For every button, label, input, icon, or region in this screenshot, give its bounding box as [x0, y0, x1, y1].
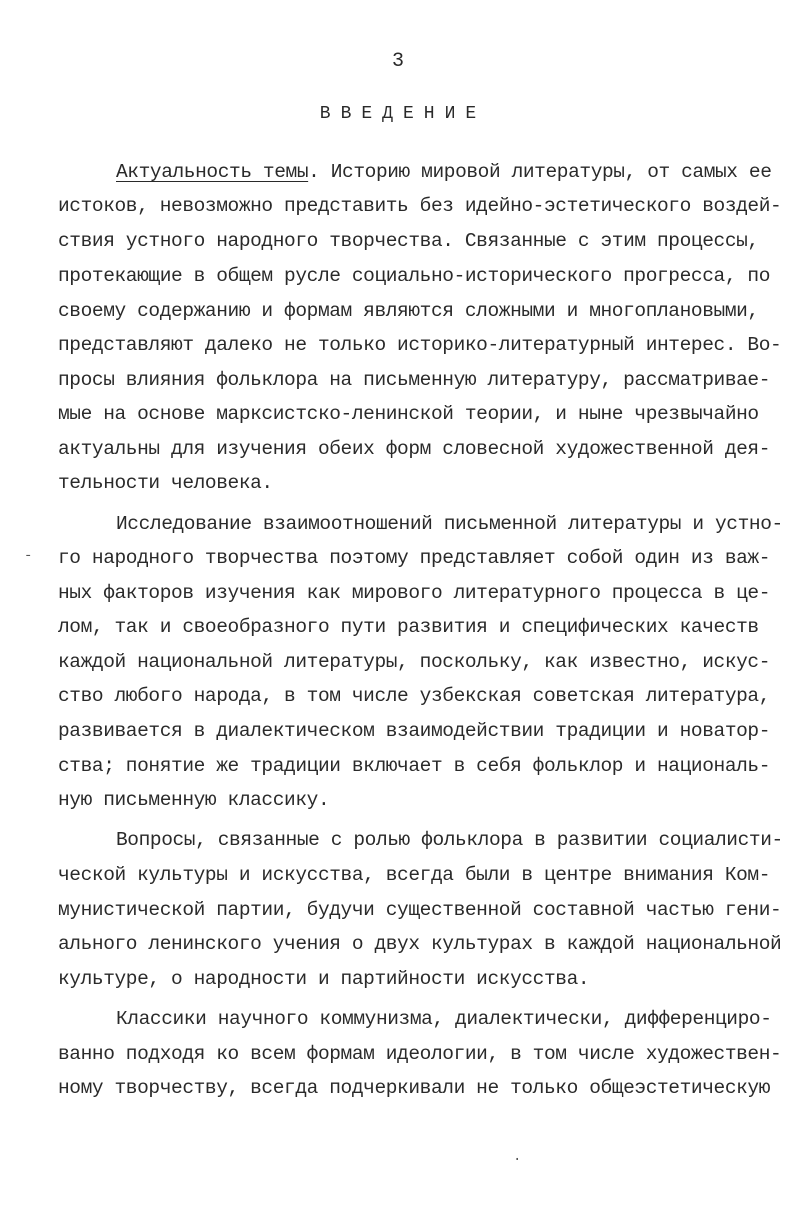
paragraph-2-line-1: Исследование взаимоотношений письменной литературы и устно-	[116, 513, 783, 535]
paragraph-3-line-3: мунистической партии, будучи существенной составной частью гени-	[58, 899, 782, 921]
paragraph-3-line-5: культуре, о народности и партийности искусства.	[58, 968, 590, 990]
paragraph-3-line-1: Вопросы, связанные с ролью фольклора в развитии социалисти-	[116, 829, 783, 851]
paragraph-2-line-5: каждой национальной литературы, поскольку, как известно, искус-	[58, 651, 771, 673]
paragraph-3-line-4: ального ленинского учения о двух культурах в каждой национальной	[58, 933, 782, 955]
paragraph-text: . Историю мировой литературы, от самых ее	[308, 161, 772, 183]
paragraph-1-line-1	[116, 160, 772, 184]
paragraph-2-line-2: го народного творчества поэтому представляет собой один из важ-	[58, 547, 771, 569]
paragraph-4-line-1: Классики научного коммунизма, диалектически, дифференциро-	[116, 1008, 772, 1030]
scan-speck: -	[24, 548, 33, 564]
paragraph-3-line-2: ческой культуры и искусства, всегда были в центре внимания Ком-	[58, 864, 771, 886]
section-label-relevance: Актуальность темы	[116, 161, 309, 183]
section-title: ВВЕДЕНИЕ	[319, 104, 487, 124]
page-number: 3	[391, 50, 404, 73]
paragraph-1-line-3: ствия устного народного творчества. Связанные с этим процессы,	[58, 230, 759, 252]
paragraph-1-line-9: актуальны для изучения обеих форм словесной художественной дея-	[58, 438, 771, 460]
paragraph-1-line-8: мые на основе марксистско-ленинской теории, и ныне чрезвычайно	[58, 403, 759, 425]
paragraph-2-line-8: ства; понятие же традиции включает в себя фольклор и националь-	[58, 755, 771, 777]
paragraph-1-line-7: просы влияния фольклора на письменную литературу, рассматривае-	[58, 369, 771, 391]
paragraph-2-line-7: развивается в диалектическом взаимодействии традиции и новатор-	[58, 720, 771, 742]
paragraph-2-line-4: лом, так и своеобразного пути развития и специфических качеств	[58, 616, 759, 638]
scan-speck: ·	[513, 1152, 522, 1168]
paragraph-1-line-10: тельности человека.	[58, 472, 273, 494]
paragraph-1-line-5: своему содержанию и формам являются сложными и многоплановыми,	[58, 300, 759, 322]
paragraph-4-line-2: ванно подходя ко всем формам идеологии, в том числе художествен-	[58, 1043, 782, 1065]
paragraph-2-line-6: ство любого народа, в том числе узбекская советская литература,	[58, 685, 771, 707]
paragraph-1-line-4: протекающие в общем русле социально-исторического прогресса, по	[58, 265, 771, 287]
paragraph-1-line-2: истоков, невозможно представить без идейно-эстетического воздей-	[58, 195, 782, 217]
paragraph-2-line-9: ную письменную классику.	[58, 789, 330, 811]
paragraph-4-line-3: ному творчеству, всегда подчеркивали не только общеэстетическую	[58, 1077, 771, 1099]
paragraph-1-line-6: представляют далеко не только историко-литературный интерес. Во-	[58, 334, 782, 356]
paragraph-2-line-3: ных факторов изучения как мирового литературного процесса в це-	[58, 582, 771, 604]
